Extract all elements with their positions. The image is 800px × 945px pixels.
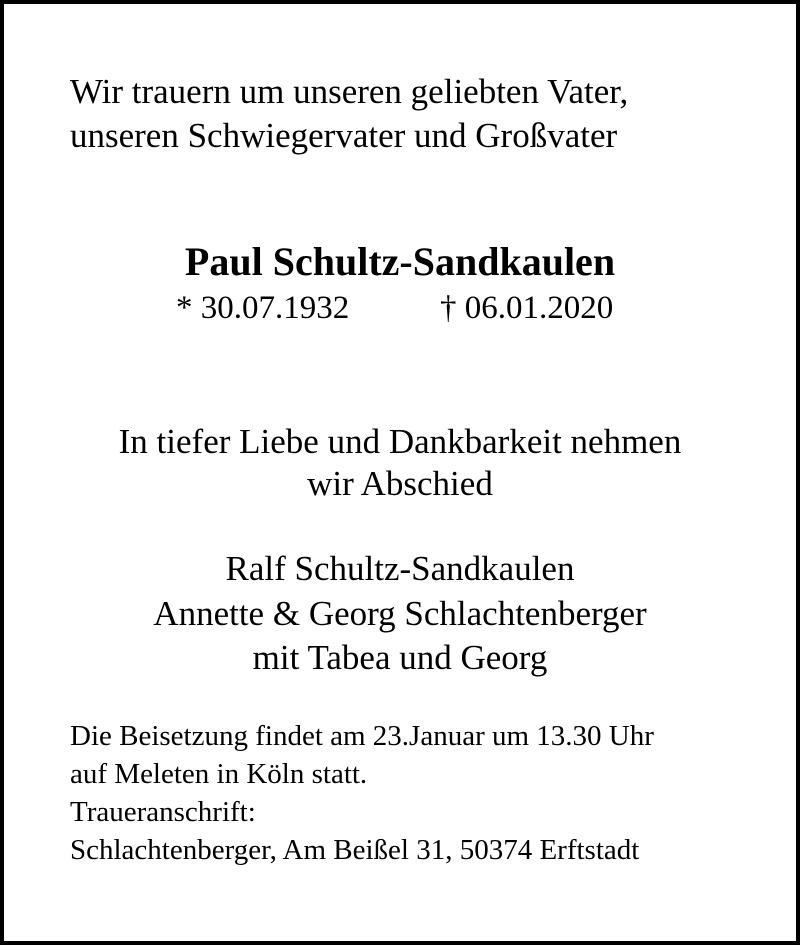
intro-line-1: Wir trauern um unseren geliebten Vater, bbox=[70, 72, 629, 111]
info-line-2: auf Meleten in Köln statt. bbox=[70, 758, 368, 790]
farewell-line-1: In tiefer Liebe und Dankbarkeit nehmen bbox=[118, 422, 682, 461]
deceased-name: Paul Schultz-Sandkaulen bbox=[184, 239, 616, 284]
info-line-3: Traueranschrift: bbox=[70, 796, 256, 828]
farewell-line-2: wir Abschied bbox=[307, 464, 493, 503]
info-line-4: Schlachtenberger, Am Beißel 31, 50374 Erftstadt bbox=[70, 834, 640, 866]
mourner-line-1: Ralf Schultz-Sandkaulen bbox=[225, 549, 575, 588]
mourner-line-3: mit Tabea und Georg bbox=[252, 638, 548, 677]
birth-date: * 30.07.1932 bbox=[176, 290, 350, 326]
info-line-1: Die Beisetzung findet am 23.Januar um 13.30 Uhr bbox=[70, 720, 654, 752]
mourner-line-2: Annette & Georg Schlachtenberger bbox=[153, 594, 647, 633]
death-date: † 06.01.2020 bbox=[440, 290, 614, 326]
intro-line-2: unseren Schwiegervater und Großvater bbox=[70, 116, 618, 155]
